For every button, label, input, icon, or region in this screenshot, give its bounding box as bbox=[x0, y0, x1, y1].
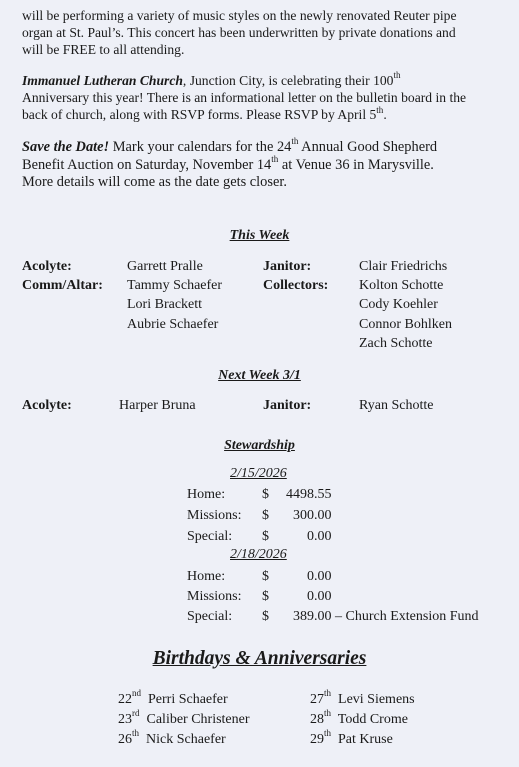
stewardship-label: Missions: bbox=[187, 508, 242, 523]
collector-name: Connor Bohlken bbox=[359, 317, 452, 332]
birthday-entry bbox=[310, 708, 408, 728]
save-sup-2: th bbox=[271, 153, 279, 164]
birthdays-heading: Birthdays & Anniversaries bbox=[152, 648, 367, 669]
acolyte-label: Acolyte: bbox=[22, 259, 72, 274]
stewardship-amount: 0.00 bbox=[307, 589, 332, 604]
next-acolyte-name: Harper Bruna bbox=[119, 398, 196, 413]
save-the-date-lead: Save the Date! bbox=[22, 139, 110, 155]
collector-name: Zach Schotte bbox=[359, 336, 433, 351]
collector-name: Kolton Schotte bbox=[359, 278, 444, 293]
stewardship-label: Missions: bbox=[187, 589, 242, 604]
currency-sign: $ bbox=[262, 508, 269, 523]
concert-line-2: organ at St. Paul’s. This concert has been underwritten by private donations and bbox=[22, 25, 456, 41]
stewardship-date: 2/15/2026 bbox=[230, 466, 287, 481]
stewardship-amount: 300.00 bbox=[293, 508, 332, 523]
janitor-name: Clair Friedrichs bbox=[359, 259, 448, 274]
immanuel-line-3: back of church, along with RSVP forms. Please RSVP by April 5 bbox=[22, 107, 377, 123]
birthday-suffix: rd bbox=[132, 708, 140, 719]
concert-line-1: will be performing a variety of music styles on the newly renovated Reuter pipe bbox=[22, 8, 457, 23]
birthday-name: Todd Crome bbox=[337, 712, 408, 727]
currency-sign: $ bbox=[262, 487, 269, 502]
save-line-2: Benefit Auction on Saturday, November 14 bbox=[22, 156, 272, 173]
birthday-suffix: th bbox=[132, 728, 140, 739]
this-week-heading: This Week bbox=[229, 228, 290, 243]
currency-sign: $ bbox=[262, 569, 269, 584]
stewardship-label: Special: bbox=[187, 609, 233, 624]
comm-altar-name: Lori Brackett bbox=[127, 297, 203, 312]
acolyte-name: Garrett Pralle bbox=[127, 259, 203, 274]
birthday-name: Pat Kruse bbox=[338, 732, 393, 747]
immanuel-paragraph bbox=[22, 72, 504, 124]
immanuel-line-3-end: . bbox=[383, 107, 387, 123]
janitor-label: Janitor: bbox=[263, 259, 312, 274]
concert-paragraph bbox=[22, 7, 504, 59]
next-janitor-label: Janitor: bbox=[263, 398, 312, 413]
stewardship-label: Special: bbox=[187, 529, 233, 544]
next-acolyte-label: Acolyte: bbox=[22, 398, 72, 413]
stewardship-amount: 0.00 bbox=[307, 529, 332, 544]
stewardship-amount: 4498.55 bbox=[286, 487, 332, 502]
church-extension-fund-note: – Church Extension Fund bbox=[331, 609, 479, 624]
next-week-heading: Next Week 3/1 bbox=[218, 368, 301, 383]
rsvp-date-sup: th bbox=[376, 104, 384, 115]
collector-name: Cody Koehler bbox=[359, 297, 438, 312]
birthday-day: 23 bbox=[118, 712, 132, 727]
birthday-day: 26 bbox=[118, 732, 132, 747]
birthday-entry bbox=[310, 688, 415, 708]
comm-altar-name: Tammy Schaefer bbox=[127, 278, 223, 293]
birthday-name: Caliber Christener bbox=[146, 712, 250, 727]
comm-altar-name: Aubrie Schaefer bbox=[127, 317, 219, 332]
birthday-suffix: th bbox=[324, 728, 332, 739]
birthday-entry bbox=[118, 708, 250, 728]
save-the-date-paragraph bbox=[22, 136, 504, 192]
birthday-suffix: nd bbox=[132, 688, 141, 699]
currency-sign: $ bbox=[262, 529, 269, 544]
immanuel-sup: th bbox=[393, 70, 401, 81]
birthday-day: 28 bbox=[310, 712, 324, 727]
save-line-2-end: at Venue 36 in Marysville. bbox=[278, 156, 434, 173]
collectors-label: Collectors: bbox=[263, 278, 329, 293]
immanuel-church-name: Immanuel Lutheran Church bbox=[22, 73, 183, 88]
currency-sign: $ bbox=[262, 589, 269, 604]
stewardship-date: 2/18/2026 bbox=[230, 547, 287, 562]
birthday-entry bbox=[118, 728, 226, 748]
stewardship-label: Home: bbox=[187, 487, 226, 502]
save-sup-1: th bbox=[291, 136, 299, 147]
currency-sign: $ bbox=[262, 609, 269, 624]
next-janitor-name: Ryan Schotte bbox=[359, 398, 434, 413]
immanuel-text: , Junction City, is celebrating their 100 bbox=[182, 73, 394, 88]
immanuel-line-2: Anniversary this year! There is an informational letter on the bulletin board in the bbox=[22, 90, 467, 106]
save-text-2: Annual Good Shepherd bbox=[298, 139, 438, 155]
stewardship-label: Home: bbox=[187, 569, 226, 584]
birthday-entry bbox=[118, 688, 228, 708]
comm-altar-label: Comm/Altar: bbox=[22, 278, 103, 293]
birthday-day: 22 bbox=[118, 692, 132, 707]
birthday-entry bbox=[310, 728, 393, 748]
stewardship-amount-with-note bbox=[293, 609, 479, 625]
birthday-name: Nick Schaefer bbox=[146, 732, 226, 747]
birthday-day: 29 bbox=[310, 732, 324, 747]
birthday-name: Perri Schaefer bbox=[148, 692, 228, 707]
stewardship-amount: 0.00 bbox=[307, 569, 332, 584]
stewardship-heading: Stewardship bbox=[224, 438, 295, 453]
concert-line-3: will be FREE to all attending. bbox=[22, 42, 185, 58]
save-text-1: Mark your calendars for the 24 bbox=[109, 139, 292, 155]
birthday-name: Levi Siemens bbox=[338, 692, 415, 707]
stewardship-amount: 389.00 bbox=[293, 609, 332, 624]
birthday-day: 27 bbox=[310, 692, 324, 707]
birthday-suffix: th bbox=[324, 708, 332, 719]
save-line-3: More details will come as the date gets closer. bbox=[22, 174, 287, 190]
birthday-suffix: th bbox=[324, 688, 332, 699]
